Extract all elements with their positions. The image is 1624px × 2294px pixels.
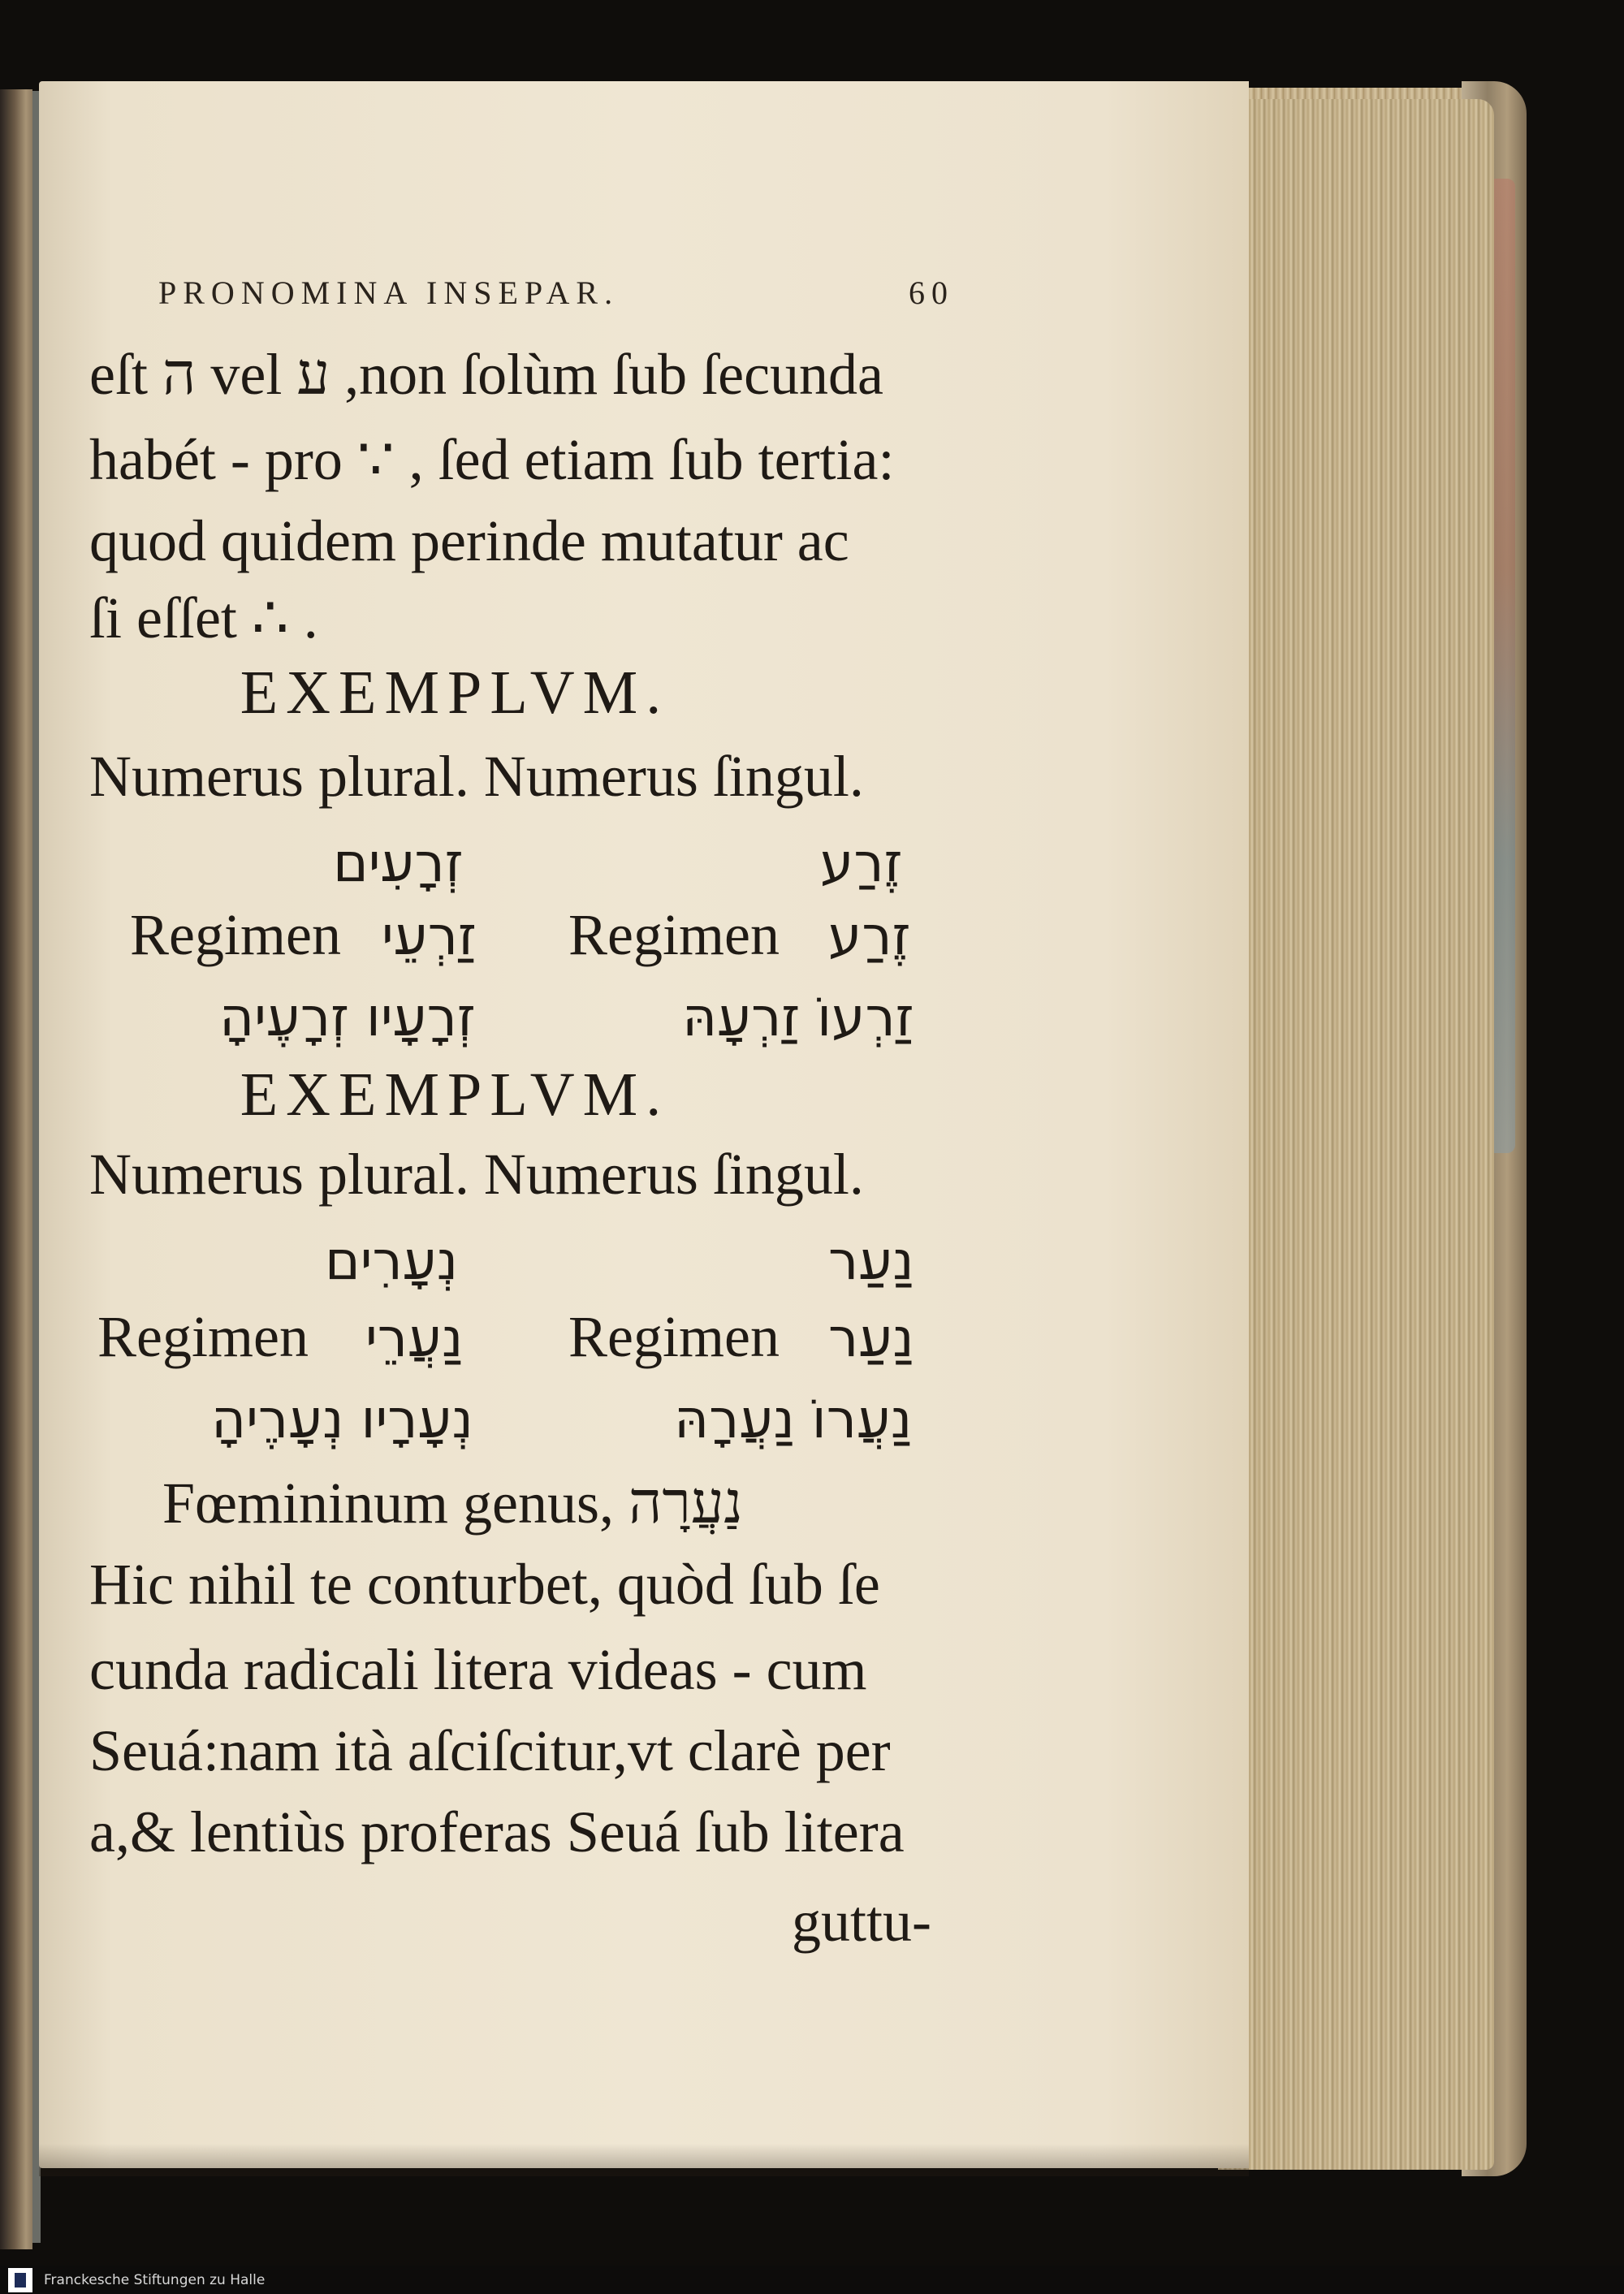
running-header xyxy=(158,268,954,317)
hebrew-singular: נַעַר xyxy=(828,1229,914,1292)
page-shadow xyxy=(39,2144,1249,2176)
hebrew-plural: נְעָרִים xyxy=(325,1229,459,1292)
hebrew-regimen-singular: זֶרַע xyxy=(828,905,911,967)
example-title: EXEMPLVM. xyxy=(240,1061,670,1129)
regimen-label: Regimen xyxy=(568,1304,780,1369)
regimen-label: Regimen xyxy=(568,902,780,967)
catchword: guttu- xyxy=(792,1889,931,1954)
example-title: EXEMPLVM. xyxy=(240,659,670,727)
hebrew-plural: זְרָעִים xyxy=(333,832,464,894)
hebrew-suffix-plural: זְרָעָיו זְרָעֶיהָ xyxy=(219,986,476,1048)
hebrew-regimen-plural: נַעֲרֵי xyxy=(365,1307,464,1369)
regimen-label: Regimen xyxy=(130,902,341,967)
regimen-label: Regimen xyxy=(97,1304,309,1369)
hebrew-regimen-plural: זַרְעֵי xyxy=(382,905,477,967)
page-number: 60 xyxy=(909,274,954,311)
running-title: PRONOMINA INSEPAR. xyxy=(158,274,620,311)
text-line: cunda radicali litera videas - cum xyxy=(89,1637,867,1702)
text-line: quod quidem perinde mutatur ac xyxy=(89,508,849,573)
hebrew-suffix-singular: זַרְעוֹ זַרְעָהּ xyxy=(682,986,914,1048)
example-headings: Numerus plural. Numerus ſingul. xyxy=(89,744,864,809)
feminine-line: Fœmininum genus, נַעֲרָה xyxy=(162,1471,743,1536)
footer-bar xyxy=(0,2266,1624,2294)
institution-logo-icon xyxy=(8,2268,32,2292)
hebrew-suffix-plural: נְעָרָיו נְעָרֶיהָ xyxy=(211,1388,473,1450)
example-headings: Numerus plural. Numerus ſingul. xyxy=(89,1142,864,1207)
text-line: eſt ה vel ע ,non ſolùm ſub ſecunda xyxy=(89,342,883,407)
left-binding xyxy=(0,89,32,2249)
footer-institution: Franckesche Stiftungen zu Halle xyxy=(44,2271,266,2288)
text-line: ſi eſſet ∴ . xyxy=(89,585,318,650)
hebrew-regimen-singular: נַעַר xyxy=(828,1307,914,1369)
hebrew-singular: זֶרַע xyxy=(820,832,903,894)
text-line: Seuá:nam ità aſciſcitur,vt clarè per xyxy=(89,1718,891,1783)
hebrew-suffix-singular: נַעֲרוֹ נַעֲרָהּ xyxy=(674,1388,913,1450)
text-line: habét - pro ∵ , ſed etiam ſub tertia: xyxy=(89,427,895,492)
page-edges xyxy=(1218,99,1494,2170)
text-line: Hic nihil te conturbet, quòd ſub ſe xyxy=(89,1552,880,1617)
text-line: a,& lentiùs proferas Seuá ſub litera xyxy=(89,1799,905,1864)
